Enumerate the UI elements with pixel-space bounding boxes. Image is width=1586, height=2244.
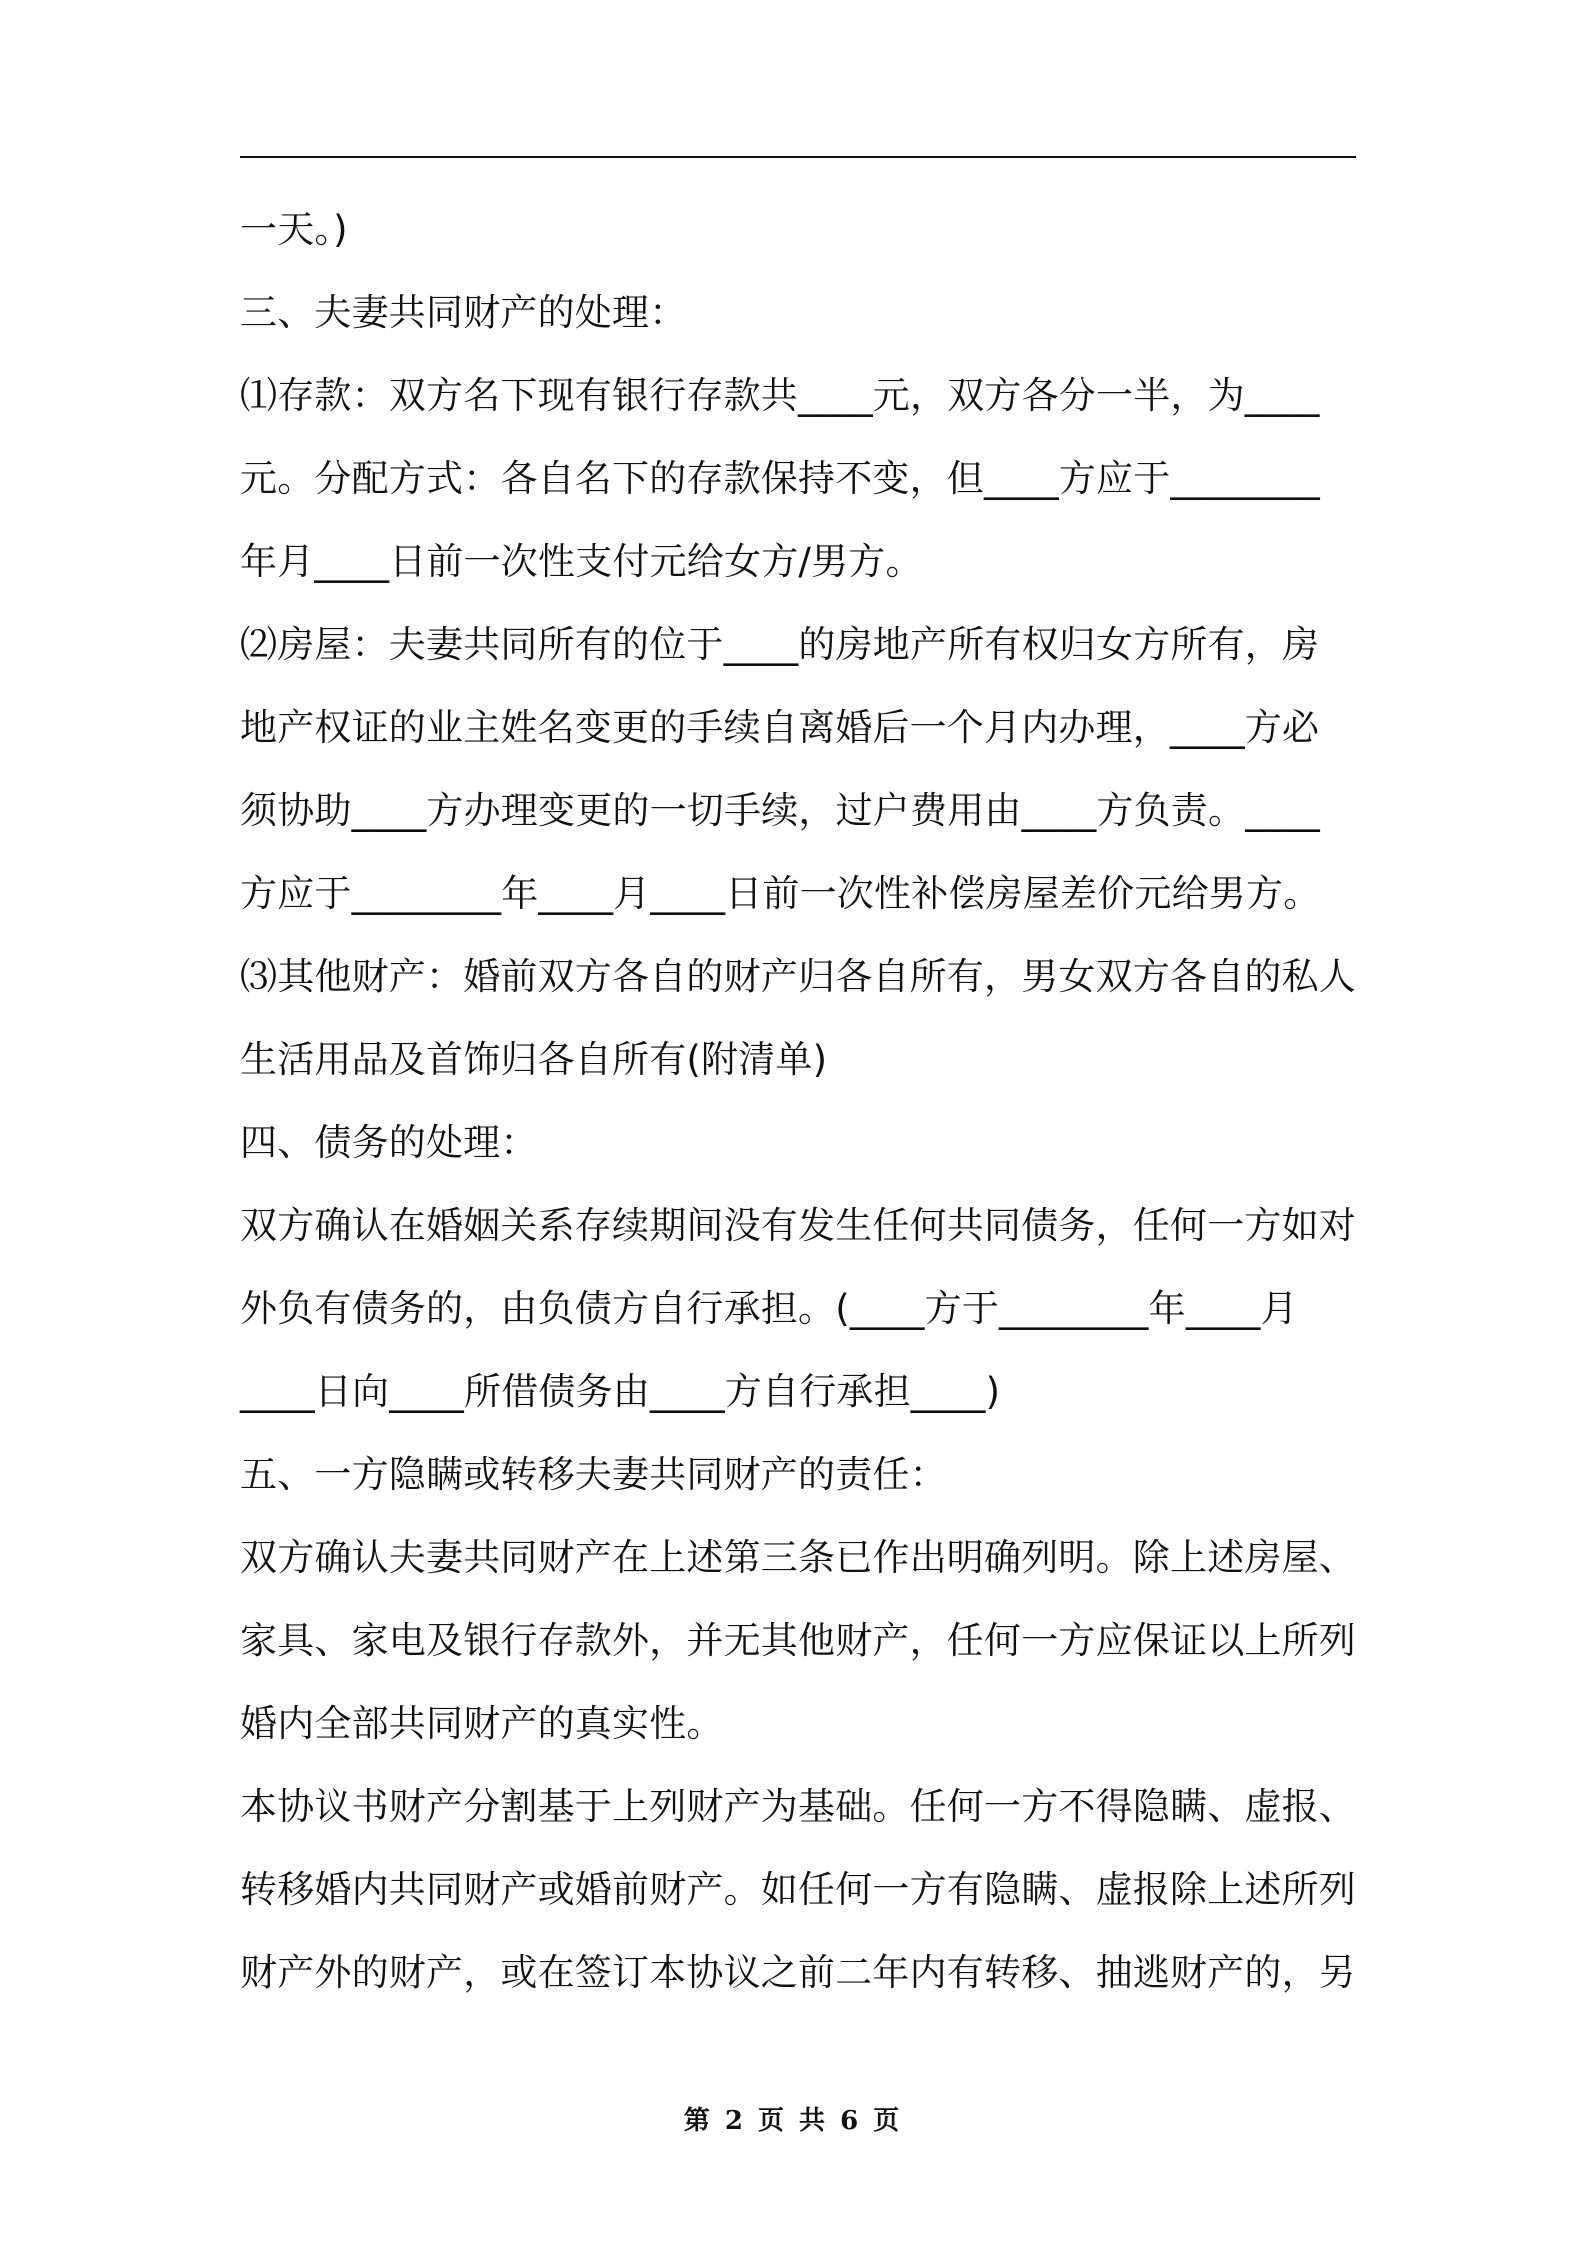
- text-line: 方应于________年____月____日前一次性补偿房屋差价元给男方。: [240, 872, 1321, 915]
- text-line: ⑶其他财产：婚前双方各自的财产归各自所有，男女双方各自的私人: [240, 955, 1356, 998]
- text-line: 地产权证的业主姓名变更的手续自离婚后一个月内办理，____方必: [240, 706, 1320, 749]
- text-line: 生活用品及首饰归各自所有(附清单): [240, 1038, 828, 1081]
- text-line: 财产外的财产，或在签订本协议之前二年内有转移、抽逃财产的，另: [240, 1951, 1356, 1994]
- text-line: 双方确认在婚姻关系存续期间没有发生任何共同债务，任何一方如对: [240, 1204, 1356, 1247]
- section-heading: 五、一方隐瞒或转移夫妻共同财产的责任：: [240, 1453, 947, 1496]
- text-line: 元。分配方式：各自名下的存款保持不变，但____方应于________: [240, 457, 1320, 500]
- text-line: ____日向____所借债务由____方自行承担____): [240, 1370, 1001, 1413]
- header-divider: [240, 156, 1356, 158]
- page-number: 第 2 页 共 6 页: [683, 2106, 903, 2136]
- text-line: 双方确认夫妻共同财产在上述第三条已作出明确列明。除上述房屋、: [240, 1536, 1356, 1579]
- document-body: [240, 188, 1356, 2014]
- text-line: 须协助____方办理变更的一切手续，过户费用由____方负责。____: [240, 789, 1320, 832]
- text-line: 外负有债务的，由负债方自行承担。(____方于________年____月: [240, 1287, 1298, 1330]
- text-line: 一天。): [240, 208, 348, 251]
- text-line: 年月____日前一次性支付元给女方/男方。: [240, 540, 923, 583]
- text-line: ⑴存款：双方名下现有银行存款共____元，双方各分一半，为____: [240, 374, 1320, 417]
- section-heading: 三、夫妻共同财产的处理：: [240, 291, 687, 334]
- text-line: ⑵房屋：夫妻共同所有的位于____的房地产所有权归女方所有，房: [240, 623, 1320, 666]
- text-line: 转移婚内共同财产或婚前财产。如任何一方有隐瞒、虚报除上述所列: [240, 1868, 1356, 1911]
- text-line: 家具、家电及银行存款外，并无其他财产，任何一方应保证以上所列: [240, 1619, 1356, 1662]
- text-line: 本协议书财产分割基于上列财产为基础。任何一方不得隐瞒、虚报、: [240, 1785, 1356, 1828]
- section-heading: 四、债务的处理：: [240, 1121, 538, 1164]
- text-line: 婚内全部共同财产的真实性。: [240, 1702, 724, 1745]
